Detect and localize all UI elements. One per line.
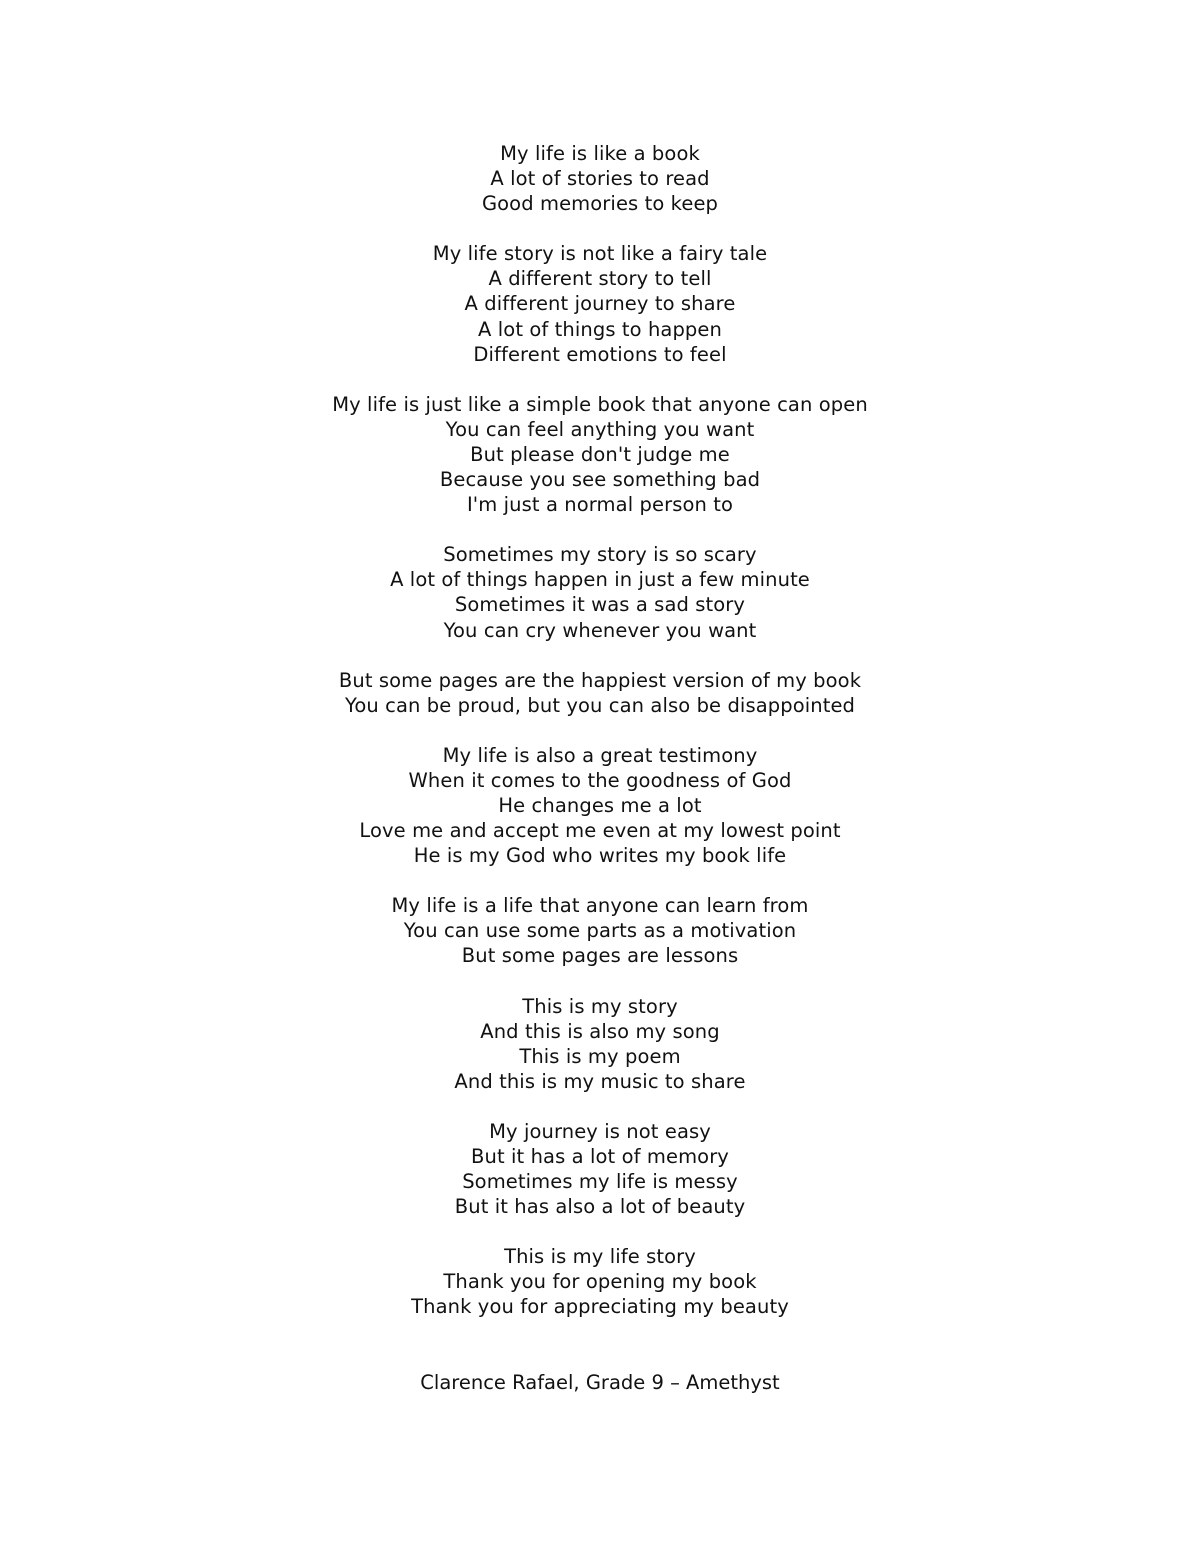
poem-line: But it has a lot of memory (471, 1145, 729, 1168)
poem-line: But it has also a lot of beauty (454, 1195, 746, 1219)
poem-line: Sometimes my story is so scary (443, 543, 757, 567)
poem-line: Good memories to keep (481, 192, 719, 216)
poem-line: You can use some parts as a motivation (403, 919, 797, 943)
poem-line: When it comes to the goodness of God (408, 768, 792, 792)
stanza-4 (0, 542, 1200, 642)
poem-line: But some pages are lessons (461, 944, 739, 968)
poem-line: He changes me a lot (498, 793, 702, 817)
stanza-1 (0, 141, 1200, 216)
stanza-2 (0, 241, 1200, 366)
poem-line: Sometimes it was a sad story (454, 593, 746, 617)
poem-line: My life is just like a simple book that anyone can open (332, 392, 868, 416)
stanza-7 (0, 893, 1200, 968)
poem-line: My journey is not easy (489, 1119, 711, 1143)
poem-line: You can feel anything you want (445, 417, 755, 441)
poem-page (0, 141, 1200, 1395)
poem-line: A lot of things to happen (478, 317, 722, 341)
poem-line: I'm just a normal person to (466, 493, 734, 517)
poem-line: My life is a life that anyone can learn from (391, 894, 809, 918)
author-signature: Clarence Rafael, Grade 9 – Amethyst (420, 1370, 780, 1394)
poem-line: But please don't judge me (470, 442, 730, 466)
stanza-10 (0, 1244, 1200, 1319)
poem-line: You can cry whenever you want (443, 618, 757, 642)
poem-line: A different journey to share (464, 292, 736, 316)
stanza-3 (0, 392, 1200, 517)
poem-line: This is my story (522, 994, 678, 1018)
poem-line: Because you see something bad (439, 468, 761, 492)
poem-line: And this is my music to share (454, 1069, 746, 1093)
poem-line: A lot of things happen in just a few minute (390, 568, 810, 592)
poem-line: My life is also a great testimony (442, 743, 758, 767)
poem-line: He is my God who writes my book life (413, 844, 787, 868)
poem-line: Thank you for opening my book (443, 1270, 757, 1294)
poem-line: My life story is not like a fairy tale (432, 242, 768, 266)
stanza-6 (0, 743, 1200, 868)
poem-line: Different emotions to feel (473, 342, 727, 366)
poem-line: But some pages are the happiest version of my book (338, 668, 862, 692)
stanza-5 (0, 668, 1200, 718)
poem-line: A different story to tell (488, 267, 712, 291)
poem-line: My life is like a book (500, 142, 700, 165)
poem-line: Sometimes my life is messy (462, 1170, 738, 1194)
stanza-9 (0, 1119, 1200, 1219)
poem-line: This is my life story (504, 1245, 696, 1269)
poem-line: You can be proud, but you can also be disappointed (344, 693, 856, 717)
poem-line: Love me and accept me even at my lowest point (359, 819, 841, 843)
stanza-8 (0, 994, 1200, 1094)
poem-line: And this is also my song (480, 1019, 720, 1043)
poem-line: This is my poem (519, 1044, 681, 1068)
poem-line: Thank you for appreciating my beauty (411, 1295, 789, 1319)
poem-line: A lot of stories to read (490, 167, 710, 191)
